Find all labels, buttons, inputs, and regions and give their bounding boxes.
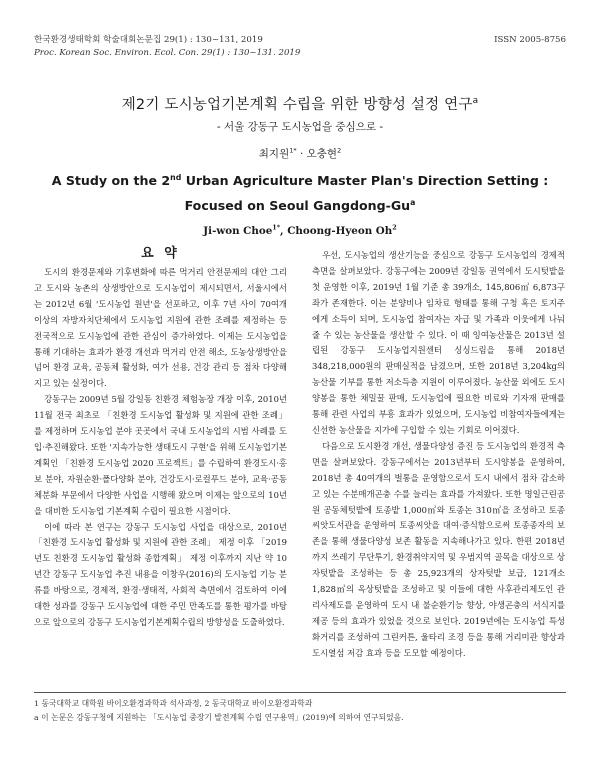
body-column-left	[34, 265, 287, 631]
running-header	[34, 35, 566, 46]
authors-en: Ji-won Choe$^{1*}$, Choong-Hyeon Oh$^2$	[203, 223, 397, 237]
paper-subtitle-ko: - 서울 강동구 도시농업을 중심으로 -	[216, 121, 384, 133]
author-1-ko: 최지원	[258, 148, 290, 160]
paper-title-ko: 제2기 도시농업기본계획 수립을 위한 방향성 설정 연구$^a$	[121, 96, 479, 113]
paragraph: 우선, 도시농업의 생산기능을 중심으로 강동구 도시농업의 경제적 측면을 살펴보았다. 강동구에는 2009년 강일동 권역에서 도시텃밭을 첫 운영한 이후, 2019년 1월 기준 총 39개소, 145,806㎡ 6,873구좌가 존재한다. 이는 분양비나 임차료 형태를 통해 구청 혹은 토지주에게 소득이 되며, 도시농업 참여자는 자급 및 가족과 이웃에게 나눠줄 수 있는 농산물을 생산할 수 있다. 이 때 잉여농산물은 2013년 설립된 강동구 도시농업지원센터 싱싱드림을 통해 2018년 348,218,000원의 판매실적을 남겼으며, 또한 2018년 3,204kg의 농산물 기부를 통한 저소득층 지원이 이루어졌다. 농산물 외에도 도시양봉을 통한 채밀꿀 판매, 도시농업에 필요한 비료와 기자재 판매를 통해 관련 사업의 부흥 효과가 있었으며, 도시농업 비참여자들에게는 신선한 농산물을 지가에 구입할 수 있는 기회로 이어졌다.	[312, 250, 565, 435]
author-2-ko: 오충현	[306, 148, 338, 160]
abstract-heading: 요 약	[141, 246, 180, 261]
footnote-divider	[34, 692, 566, 693]
paragraph: 도시의 환경문제와 기후변화에 따른 먹거리 안전문제의 대안 그리고 도시와 농촌의 상생방안으로 도시농업이 제시되면서, 서울시에서는 2012년 6월 '도시농업 원년'을 선포하고, 이후 7년 사이 70여개 이상의 자방자치단체에서 도시농업 지원에 관한 조례를 제정하는 등 전국적으로 도시농업에 관한 관심이 증가하였다. 이제는 도시농업을 통해 기대하는 효과가 환경 개선과 먹거리 안전 해소, 도농상생방안을 넘어 환경 교육, 공동체 활성화, 여가 선용, 건강 관리 등 점차 다양해지고 있는 실정이다.	[34, 267, 287, 389]
authors-ko: 최지원$^{1*}$ · 오충현$^2$	[258, 146, 342, 160]
author-2-en: Choong-Hyeon Oh	[287, 225, 393, 237]
paragraph: 강동구는 2009년 5월 강일동 친환경 체험농장 개장 이후, 2010년 11월 전국 최초로 「친환경 도시농업 활성화 및 지원에 관한 조례」를 제정하며 도시농업 분야 곳곳에서 국내 도시농업의 시범 사례를 도입·추진해왔다. 또한 '지속가능한 생태도시 구현'을 위해 도시농업기본계획인 「친환경 도시농업 2020 프로젝트」를 수립하여 환경도시·홍보 분야, 자원순환·폴다양화 분야, 건강도시·로컬푸드 분야, 교육·공동체분화 부문에서 다양한 사업을 시행해 왔으며 이제는 앞으로의 10년을 대비한 도시농업 기본계획 수립이 필요한 시점이다.	[34, 394, 287, 516]
paragraph: 다음으로 도시환경 개선, 생물다양성 증진 등 도시농업의 환경적 측면을 살펴보았다. 강동구에서는 2013년부터 도시양봉을 운영하여, 2018년 총 40여개의 벌통을 운영함으로서 도시 내에서 점차 감소하고 있는 수분매개곤충 수를 늘리는 효과를 가져왔다. 또한 명일근린공원 공동체텃밭에 토종밭 1,000㎡와 토종논 310㎡을 조성하고 토종씨앗도서관을 운영하여 토종씨앗을 대여·증식함으로써 토종종자의 보존을 통해 생물다양성 보존 활동을 지속해나가고 있다. 한편 2018년까지 쓰레기 무단투기, 환경취약지역 및 우범지역 골목을 대상으로 상자텃밭을 조성하는 등 총 25,923개의 상자텃밭 보급, 121개소 1,828㎡의 옥상텃밭을 조성하고 및 이들에 대한 사후관리제도인 관리사제도를 운영하여 도시 내 불순환기능 향상, 야생곤충의 서식지를 제공 등의 효과가 있었을 것으로 보인다. 2019년에는 도시농업 특성화거리를 조성하여 그린커튼, 울타리 조경 등을 통해 거리미관 향상과 도시열섬 저감 효과 등을 도모할 예정이다.	[312, 440, 565, 658]
paper-title-en: A Study on the 2nd Urban Agriculture Master Plan's Direction Setting : Focused on Seoul Gangdong-Gu$^a$	[51, 172, 549, 213]
footnote-funding: a 이 논문은 강동구청에 지원하는 「도시농업 중장기 발전계획 수립 연구용역」(2019)에 의하여 연구되었음.	[34, 713, 404, 722]
paragraph: 이에 따라 본 연구는 강동구 도시농업 사업을 대상으로, 2010년 「친환경 도시농업 활성화 및 지원에 관한 조례」 제정 이후 「2019년도 친환경 도시농업 활성화 종합계획」 제정 이후까지 지난 약 10년간 강동구 도시농업 추진 내용을 이창우(2016)의 도시농업 기능 분류를 바탕으로, 경제적, 환경·생태적, 사회적 측면에서 검토하여 이에 대한 성과를 강동구 도시농업에 대한 주민 만족도를 통한 평가를 바탕으로 앞으로의 강동구 도시농업기본계획수립의 방향성을 도출하였다.	[34, 521, 287, 627]
issn: ISSN 2005-8756	[494, 35, 566, 45]
footnote-affiliation: 1 동국대학교 대학원 바이오환경과학과 석사과정, 2 동국대학교 바이오환경과학과	[34, 699, 313, 708]
journal-citation-en: Proc. Korean Soc. Environ. Ecol. Con. 29(1) : 130~131. 2019	[34, 48, 301, 58]
footnotes	[34, 697, 566, 725]
body-column-right	[312, 248, 565, 662]
journal-citation-ko: 한국환경생태학회 학술대회논문집 29(1) : 130~131, 2019	[34, 35, 263, 45]
author-1-en: Ji-won Choe	[203, 225, 273, 237]
